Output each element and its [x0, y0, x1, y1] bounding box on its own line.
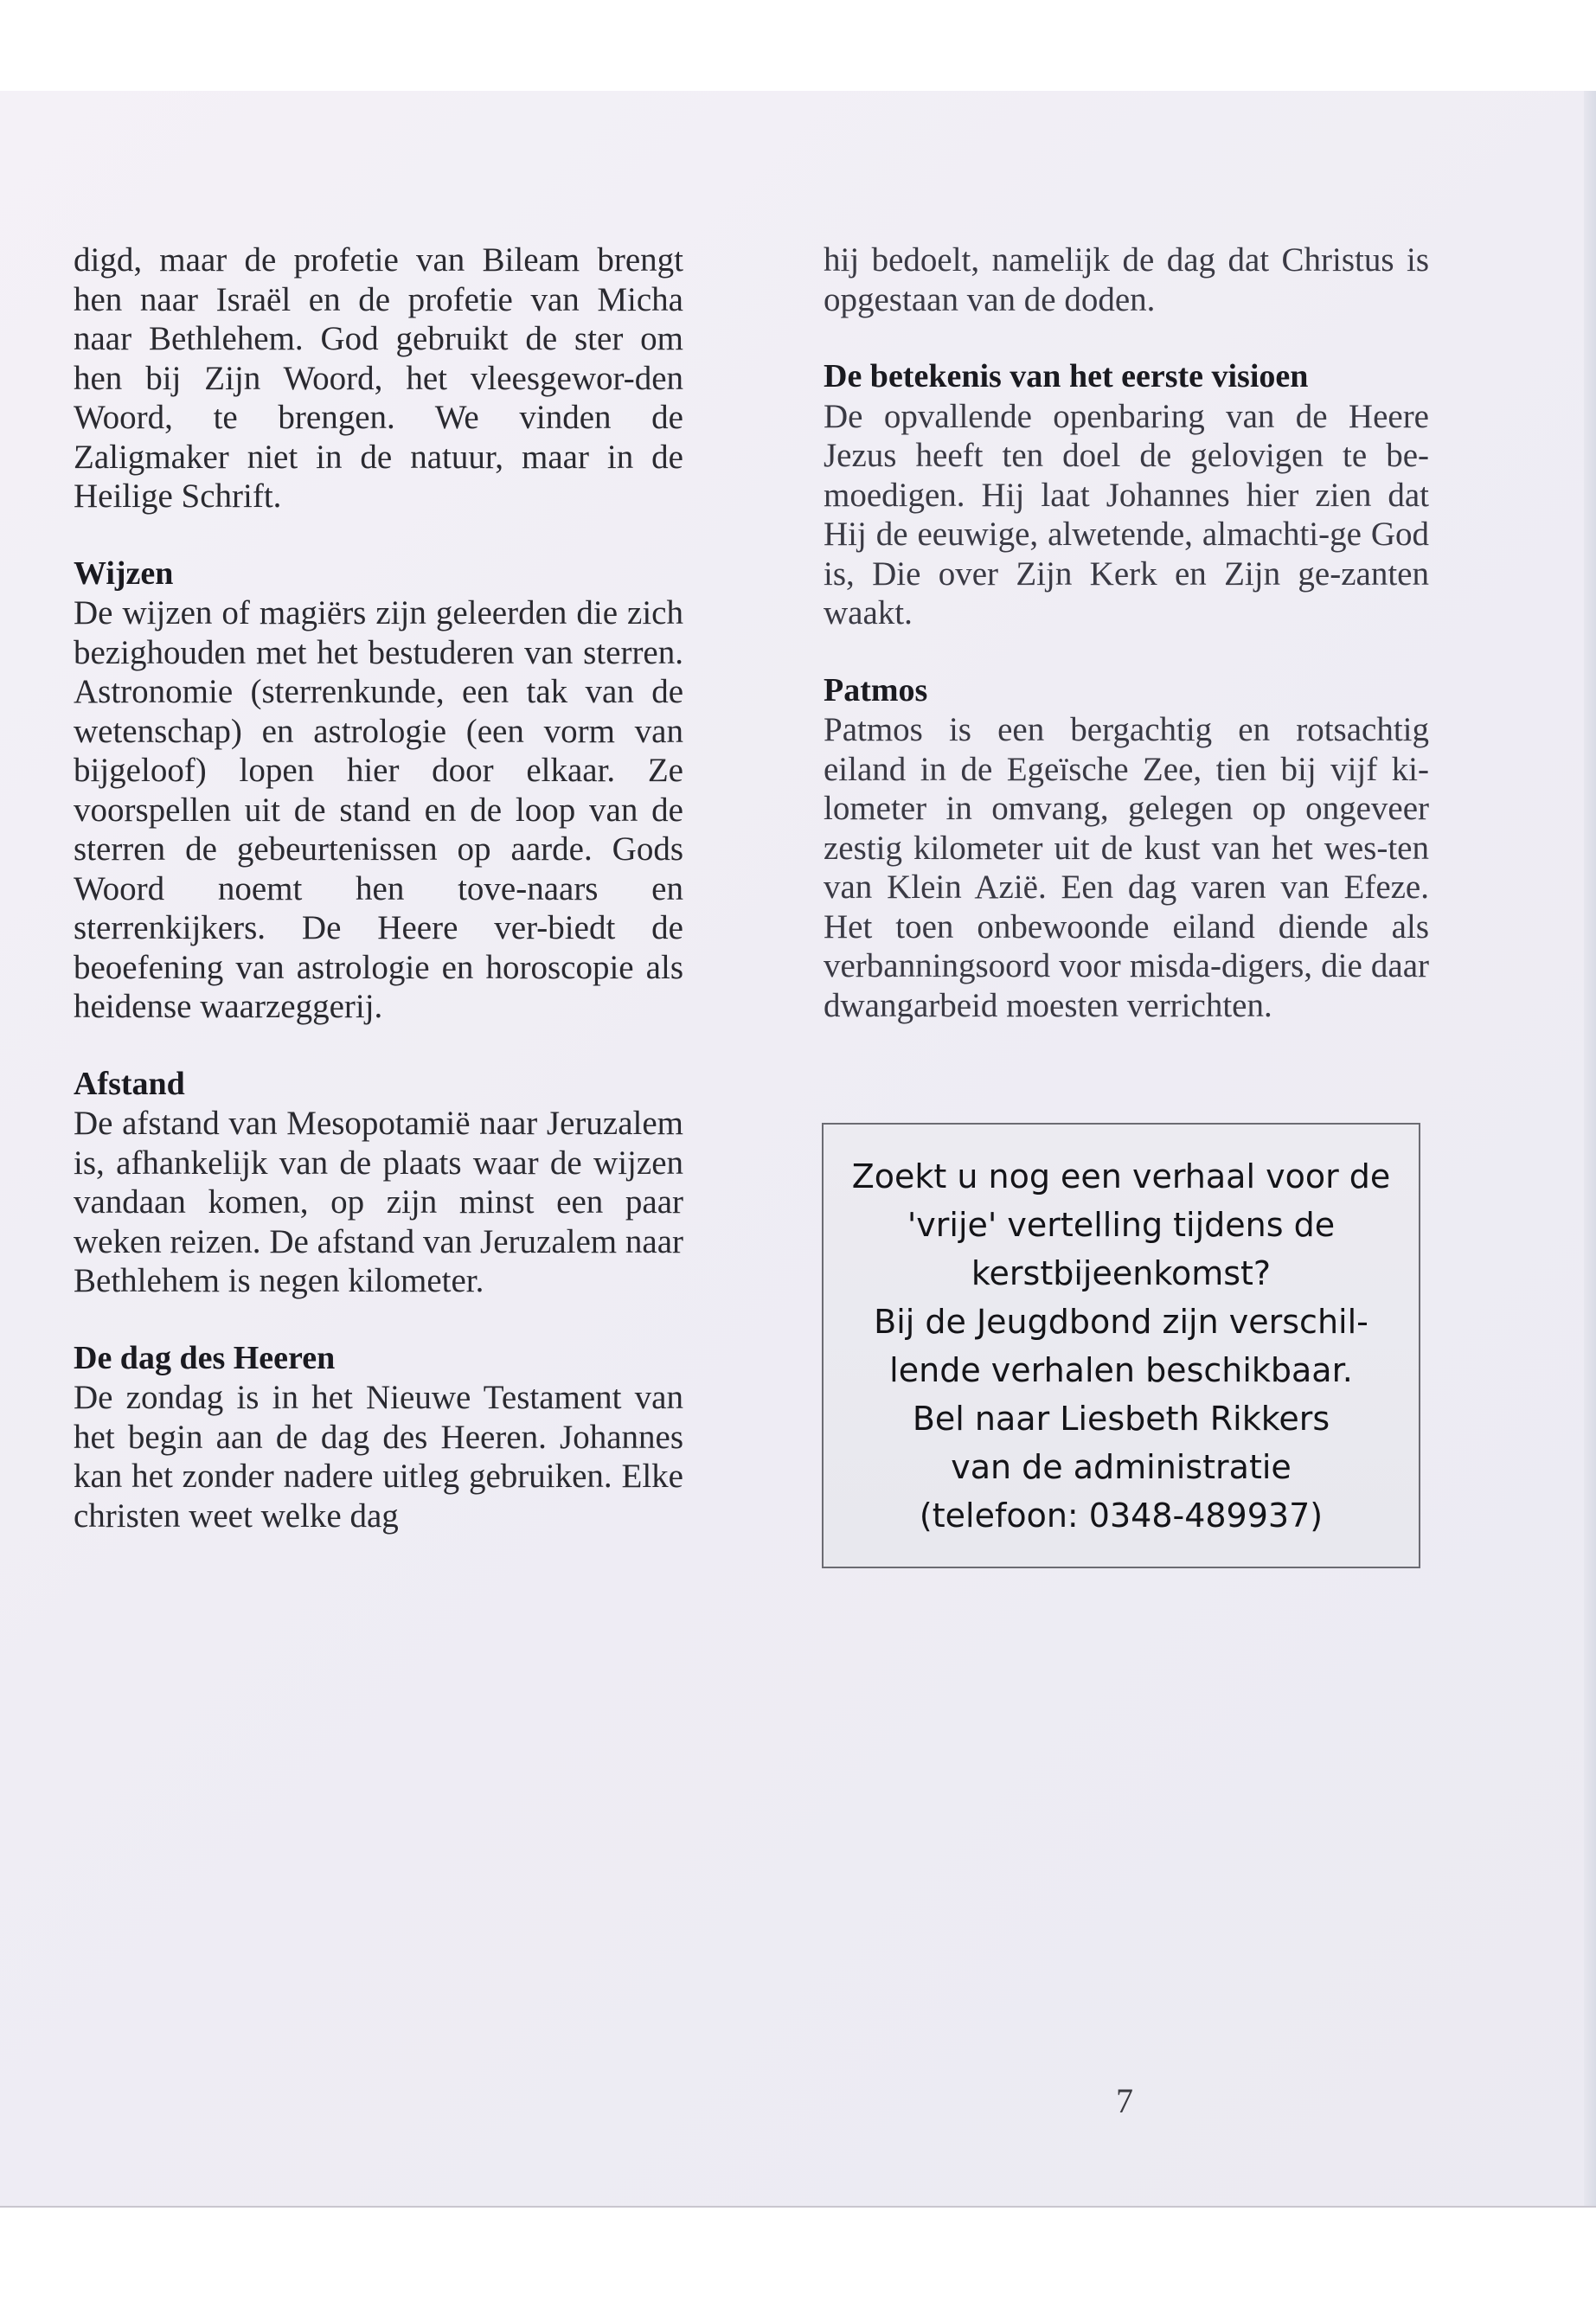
left-column	[74, 240, 683, 1535]
section-heading-betekenis-visioen: De betekenis van het eerste visioen	[824, 358, 1309, 394]
info-box-line: Bel naar Liesbeth Rikkers	[912, 1399, 1330, 1438]
info-box-line: van de administratie	[951, 1447, 1292, 1486]
info-box-line: lende verhalen beschikbaar.	[889, 1350, 1353, 1389]
left-intro-paragraph: digd, maar de profetie van Bileam brengt hen naar Israël en de profetie van Micha naar Bethlehem. God gebruikt de ster om hen bij Zijn Woord, het vleesgewor-den Woord, te brengen. We vinden de Zaligmaker niet in de natuur, maar in de Heilige Schrift.	[74, 241, 683, 515]
section-patmos	[824, 671, 1429, 1026]
info-box-line: kerstbijeenkomst?	[971, 1253, 1272, 1292]
info-box-phone-line: (telefoon: 0348-489937)	[919, 1496, 1324, 1535]
right-column	[824, 240, 1429, 1025]
section-text-afstand: De afstand van Mesopotamië naar Jeruzalem is, afhankelijk van de plaats waar de wijzen vandaan komen, op zijn minst een paar weken reizen. De afstand van Jeruzalem naar Bethlehem is negen kilometer.	[74, 1105, 683, 1299]
page-number: 7	[1116, 2081, 1133, 2120]
info-box-line: Bij de Jeugdbond zijn verschil-	[874, 1302, 1368, 1341]
section-heading-patmos: Patmos	[824, 671, 928, 708]
section-heading-wijzen: Wijzen	[74, 554, 174, 592]
section-betekenis-visioen	[824, 357, 1429, 633]
section-text-wijzen: De wijzen of magiërs zijn geleerden die zich bezighouden met het bestuderen van sterren. Astronomie (sterrenkunde, een tak van de wetenschap) en astrologie (een vorm van bijgeloof) lopen hier door elkaar. Ze voorspellen uit de stand en de loop van de sterren de gebeurtenissen op aarde. Gods Woord noemt hen tove-naars en sterrenkijkers. De Heere ver-biedt de beoefening van astrologie en horoscopie als heidense waarzeggerij.	[74, 594, 683, 1025]
right-intro-paragraph: hij bedoelt, namelijk de dag dat Christus is opgestaan van de doden.	[824, 241, 1429, 318]
section-afstand	[74, 1065, 683, 1301]
section-heading-afstand: Afstand	[74, 1065, 185, 1102]
section-text-patmos: Patmos is een bergachtig en rotsachtig eiland in de Egeïsche Zee, tien bij vijf ki-lometer in omvang, gelegen op ongeveer zestig kilometer uit de kust van het wes-ten van Klein Azië. Een dag varen van Efeze. Het toen onbewoonde eiland diende als verbanningsoord voor misda-digers, die daar dwangarbeid moesten verrichten.	[824, 711, 1429, 1024]
info-box-announcement	[822, 1123, 1420, 1568]
page-bottom-rule	[0, 2206, 1596, 2208]
info-box-line: Zoekt u nog een verhaal voor de	[851, 1157, 1391, 1195]
info-box-line: 'vrije' vertelling tijdens de	[907, 1205, 1336, 1244]
section-text-betekenis-visioen: De opvallende openbaring van de Heere Jezus heeft ten doel de gelovigen te be-moedigen. Hij laat Johannes hier zien dat Hij de eeuwige, alwetende, almachti-ge God is, Die over Zijn Kerk en Zijn ge-zanten waakt.	[824, 397, 1429, 631]
section-wijzen	[74, 554, 683, 1027]
page-edge	[1584, 91, 1596, 2206]
section-heading-dag-des-heeren: De dag des Heeren	[74, 1339, 336, 1376]
section-dag-des-heeren	[74, 1339, 683, 1536]
section-text-dag-des-heeren: De zondag is in het Nieuwe Testament van het begin aan de dag des Heeren. Johannes kan het zonder nadere uitleg gebruiken. Elke christen weet welke dag	[74, 1379, 683, 1535]
